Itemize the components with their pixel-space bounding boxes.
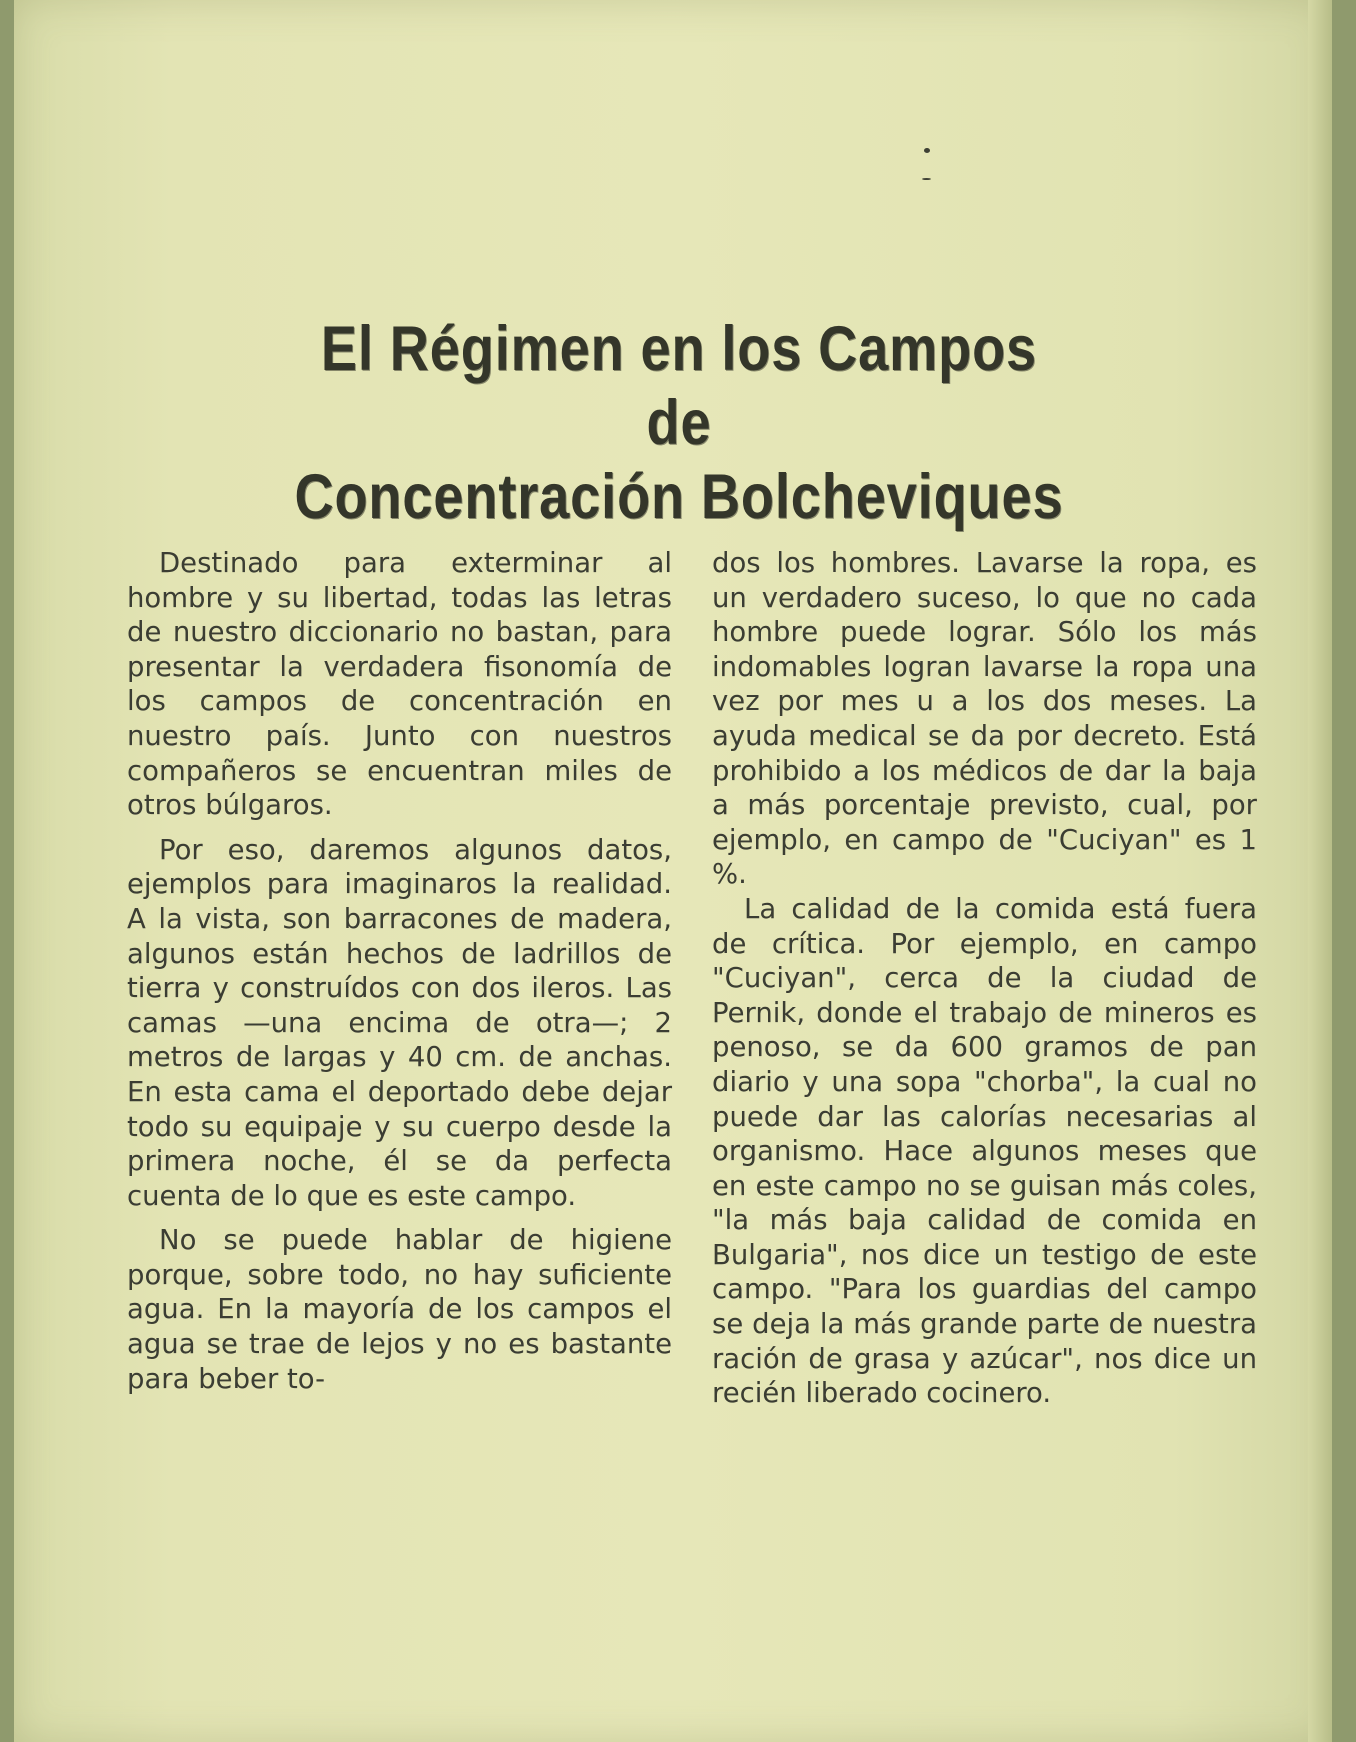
title-line-2: Concentración Bolcheviques <box>294 462 1064 532</box>
title-line-1: El Régimen en los Campos de <box>320 314 1038 458</box>
ink-speck <box>924 148 930 153</box>
article-title <box>288 312 1071 534</box>
paragraph: dos los hombres. Lavarse la ropa, es un verdadero suceso, lo que no cada hombre puede lograr. Sólo los más indomables logran lavarse la ropa una vez por mes u a los dos meses. La ayuda medical se da por decreto. Está prohibido a los médicos de dar la baja a más porcentaje previsto, cual, por ejemplo, en campo de "Cuciyan" es 1 %. <box>712 547 1257 891</box>
paragraph: La calidad de la comida está fuera de crítica. Por ejemplo, en campo "Cuciyan", cerca de la ciudad de Pernik, donde el trabajo de mineros es penoso, se da 600 gramos de pan diario y una sopa "chorba", la cual no puede dar las calorías necesarias al organismo. Hace algunos meses que en este campo no se guisan más coles, "la más baja calidad de comida en Bulgaria", nos dice un testigo de este campo. "Para los guardias del campo se deja la más grande parte de nuestra ración de grasa y azúcar", nos dice un recién liberado cocinero. <box>712 892 1257 1410</box>
paragraph: Por eso, daremos algunos datos, ejemplos para imaginaros la realidad. A la vista, son barracones de madera, algunos están hechos de ladrillos de tierra y construídos con dos ileros. Las camas —una encima de otra—; 2 metros de largas y 40 cm. de anchas. En esta cama el deportado debe dejar todo su equipaje y su cuerpo desde la primera noche, él se da perfecta cuenta de lo que es este campo. <box>127 833 672 1212</box>
ink-speck <box>922 178 931 180</box>
document-page <box>14 0 1332 1742</box>
paragraph: No se puede hablar de higiene porque, sobre todo, no hay suficiente agua. En la mayoría de los campos el agua se trae de lejos y no es bastante para beber to- <box>127 1224 672 1395</box>
page-edge <box>1308 0 1332 1742</box>
right-column <box>712 546 1257 1411</box>
left-column <box>127 546 672 1396</box>
paragraph: Destinado para exterminar al hombre y su libertad, todas las letras de nuestro diccionario no bastan, para presentar la verdadera fisonomía de los campos de concentración en nuestro país. Junto con nuestros compañeros se encuentran miles de otros búlgaros. <box>127 547 672 822</box>
